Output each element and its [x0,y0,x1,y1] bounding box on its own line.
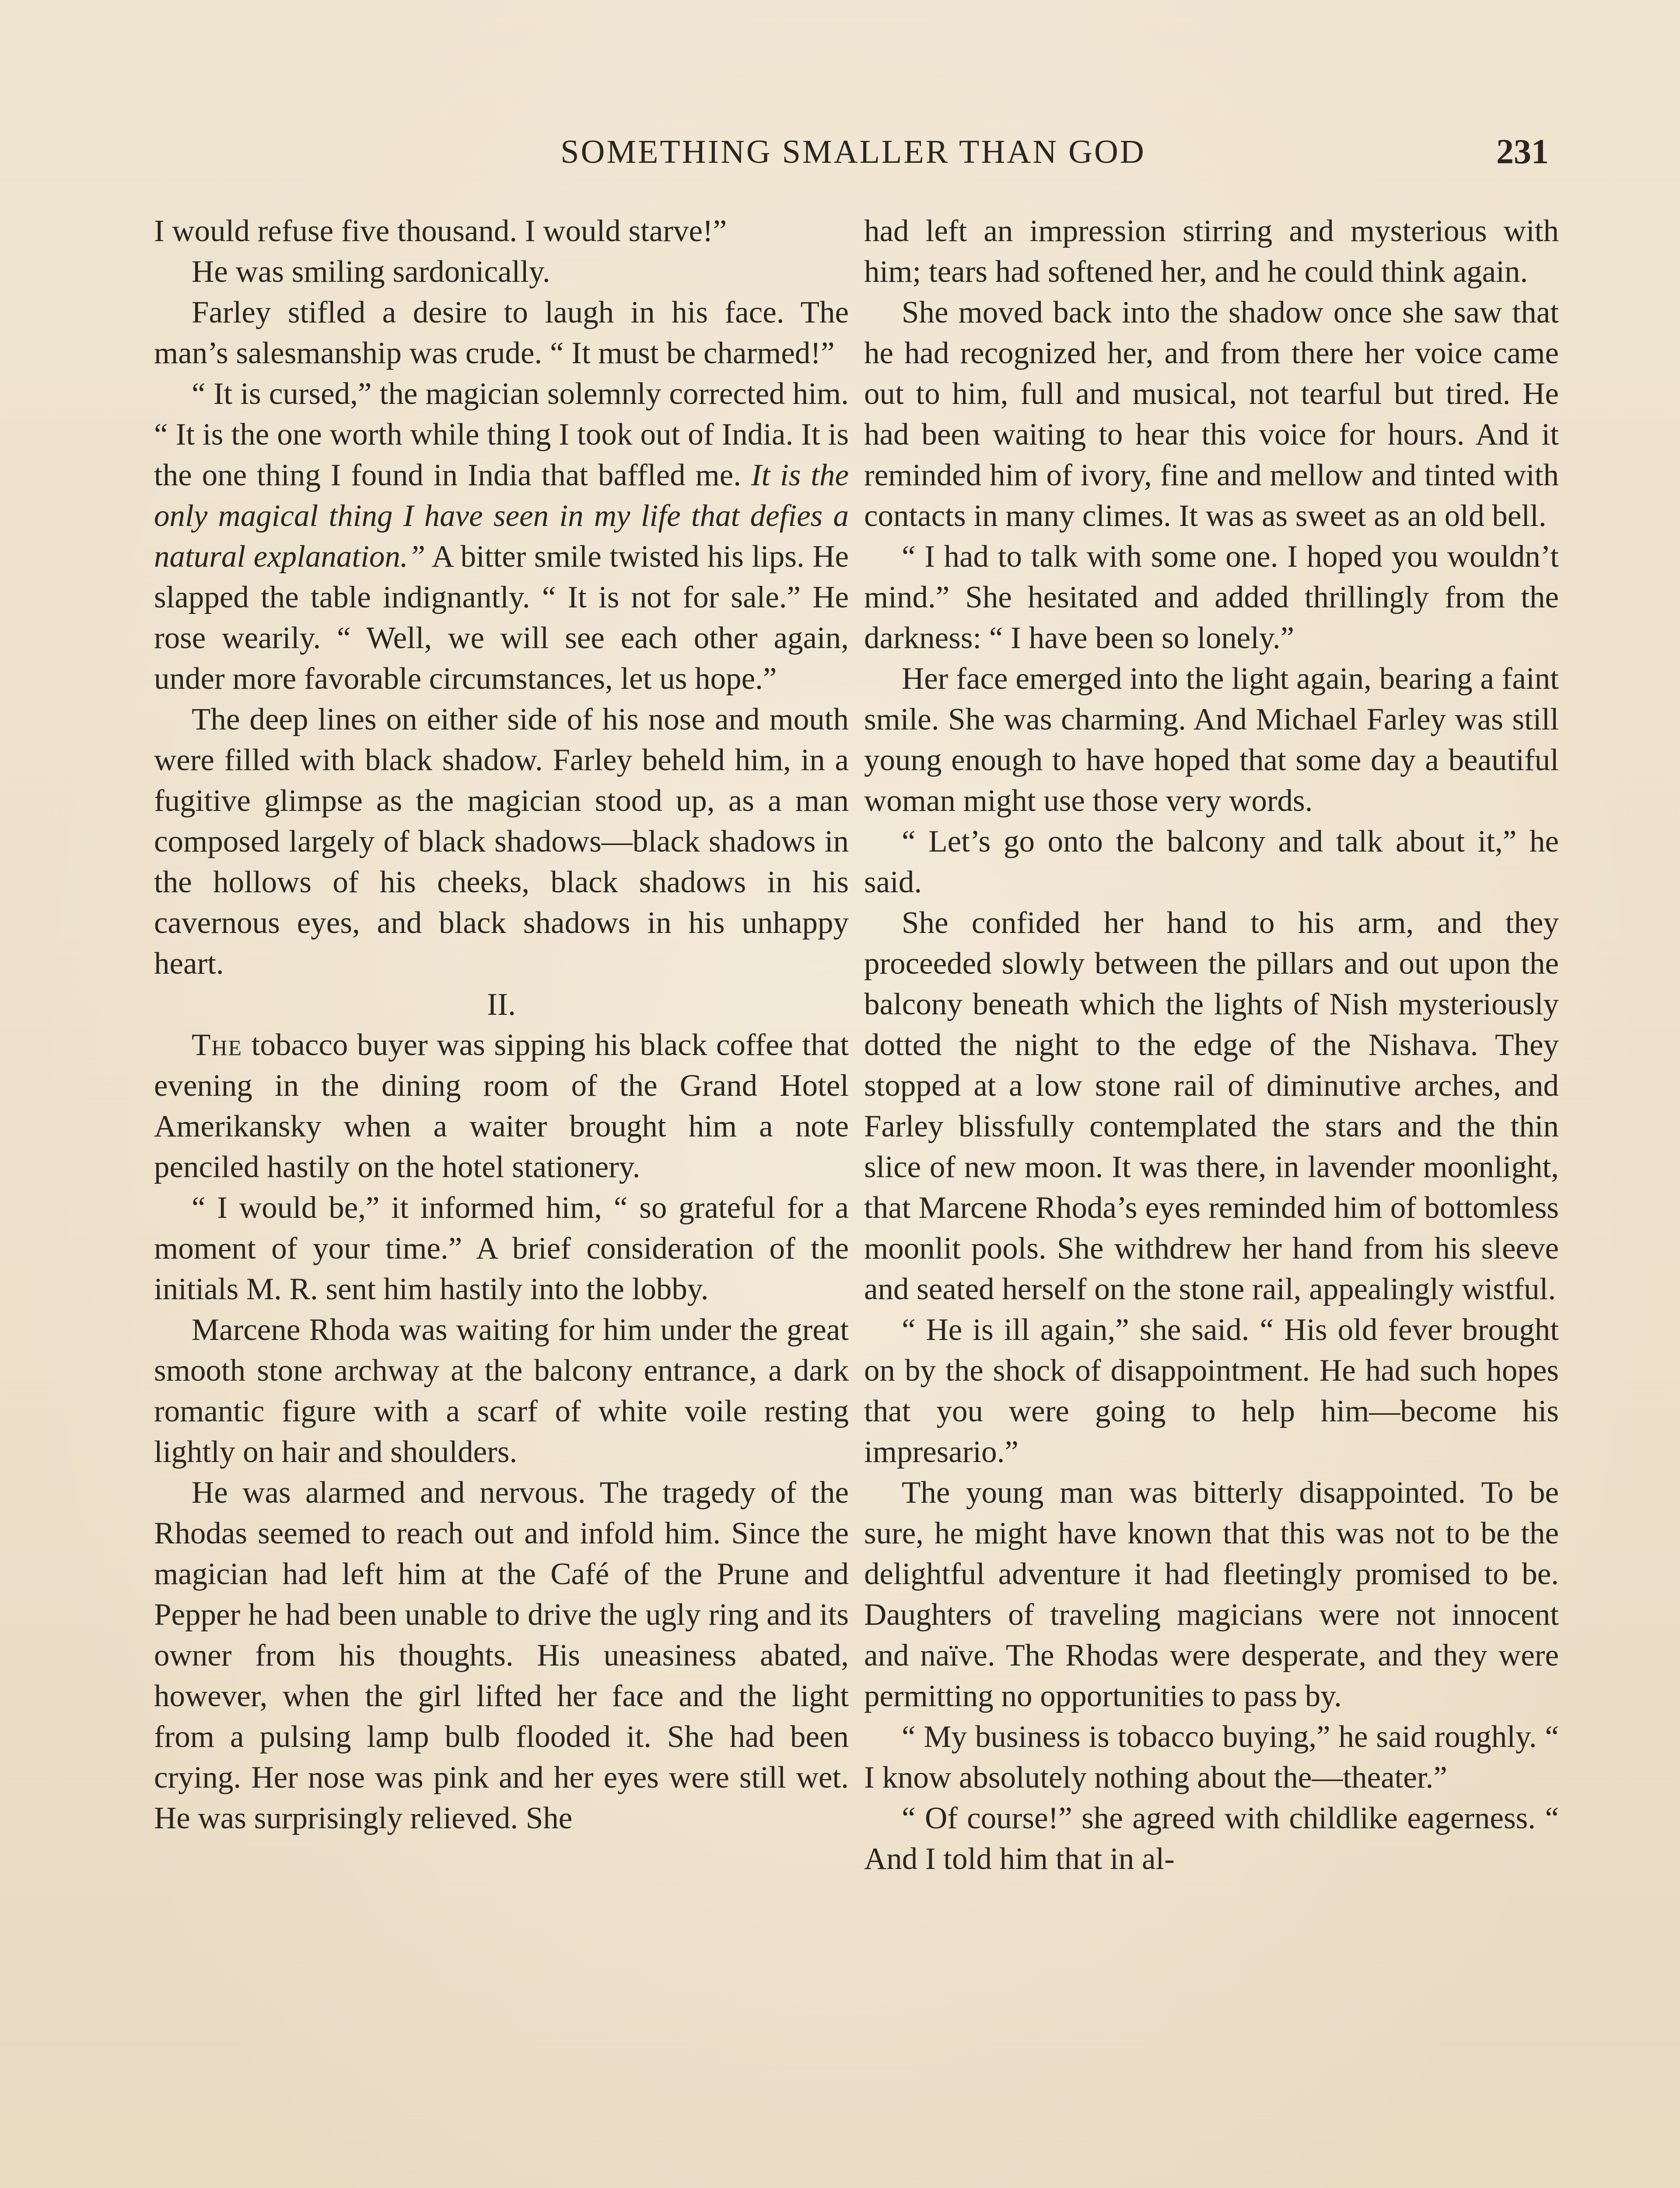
paragraph: She moved back into the shadow once she saw that he had recognized her, and from there her voice came out to him, full and musical, not tearful but tired. He had been waiting to hear this voice for hours. And it reminded him of ivory, fine and mellow and tinted with contacts in many climes. It was as sweet as an old bell. [864,295,1559,533]
paragraph: “ I would be,” it informed him, “ so grateful for a moment of your time.” A brief consideration of the initials M. R. sent him hastily into the lobby. [154,1191,849,1306]
paragraph: Her face emerged into the light again, bearing a faint smile. She was charming. And Michael Farley was still young enough to have hoped that some day a beautiful woman might use those very words. [864,662,1559,818]
paragraph: had left an impression stirring and mysterious with him; tears had softened her, and he could think again. [864,214,1559,289]
paragraph: “ He is ill again,” she said. “ His old fever brought on by the shock of disappointment. He had such hopes that you were going to help him—become his impresario.” [864,1313,1559,1469]
paragraph: “ Let’s go onto the balcony and talk about it,” he said. [864,824,1559,899]
left-column [154,211,849,1839]
paragraph: Farley stifled a desire to laugh in his face. The man’s salesmanship was crude. “ It must be charmed!” [154,295,849,370]
paragraph: “ Of course!” she agreed with childlike eagerness. “ And I told him that in al- [864,1801,1559,1876]
paragraph: I would refuse five thousand. I would starve!” [154,214,727,248]
paragraph: He was smiling sardonically. [192,255,550,289]
lead-word: The [192,1028,243,1062]
paragraph: The deep lines on either side of his nose and mouth were filled with black shadow. Farley beheld him, in a fugitive glimpse as the magician stood up, as a man composed largely of black shadows—black shadows in the hollows of his cheeks, black shadows in his cavernous eyes, and black shadows in his unhappy heart. [154,702,849,981]
paragraph: Marcene Rhoda was waiting for him under the great smooth stone archway at the balcony entrance, a dark romantic figure with a scarf of white voile resting lightly on hair and shoulders. [154,1313,849,1469]
page-number: 231 [1496,133,1549,171]
paragraph [154,374,849,699]
paragraph-text: A bitter smile twisted his lips. He slapped the table indignantly. “ It is not for sale.” He rose wearily. “ Well, we will see each other again, under more favorable circumstances, let us hope.” [154,540,849,696]
italic-quote: It is the only magical thing I have seen in my life that defies a natural explanation.” [154,458,849,574]
running-head [0,128,1680,176]
section-number: II. [487,987,516,1022]
paragraph: The young man was bitterly disappointed. To be sure, he might have known that this was not to be the delightful adventure it had fleetingly promised to be. Daughters of traveling magicians were not innocent and naïve. The Rhodas were desperate, and they were permitting no opportunities to pass by. [864,1476,1559,1713]
paragraph-text: “ It is cursed,” the magician solemnly corrected him. “ It is the one worth while thing I took out of India. It is the one thing I found in India that baffled me. [154,377,849,492]
right-column [864,211,1559,1879]
paragraph: He was alarmed and nervous. The tragedy of the Rhodas seemed to reach out and infold him. Since the magician had left him at the Café of the Prune and Pepper he had been unable to drive the ugly ring and its owner from his thoughts. His uneasiness abated, however, when the girl lifted her face and the light from a pulsing lamp bulb flooded it. She had been crying. Her nose was pink and her eyes were still wet. He was surprisingly relieved. She [154,1476,849,1835]
paragraph: “ I had to talk with some one. I hoped you wouldn’t mind.” She hesitated and added thrillingly from the darkness: “ I have been so lonely.” [864,540,1559,655]
paragraph: She confided her hand to his arm, and they proceeded slowly between the pillars and out upon the balcony beneath which the lights of Nish mysteriously dotted the night to the edge of the Nishava. They stopped at a low stone rail of diminutive arches, and Farley blissfully contemplated the stars and the thin slice of new moon. It was there, in lavender moonlight, that Marcene Rhoda’s eyes reminded him of bottomless moonlit pools. She withdrew her hand from his sleeve and seated herself on the stone rail, appealingly wistful. [864,906,1559,1306]
running-title: SOMETHING SMALLER THAN GOD [560,133,1146,170]
paragraph [154,1025,849,1188]
paragraph: “ My business is tobacco buying,” he said roughly. “ I know absolutely nothing about the—theater.” [864,1720,1559,1795]
paragraph-text: tobacco buyer was sipping his black coffee that evening in the dining room of the Grand Hotel Amerikansky when a waiter brought him a note penciled hastily on the hotel stationery. [154,1028,849,1184]
